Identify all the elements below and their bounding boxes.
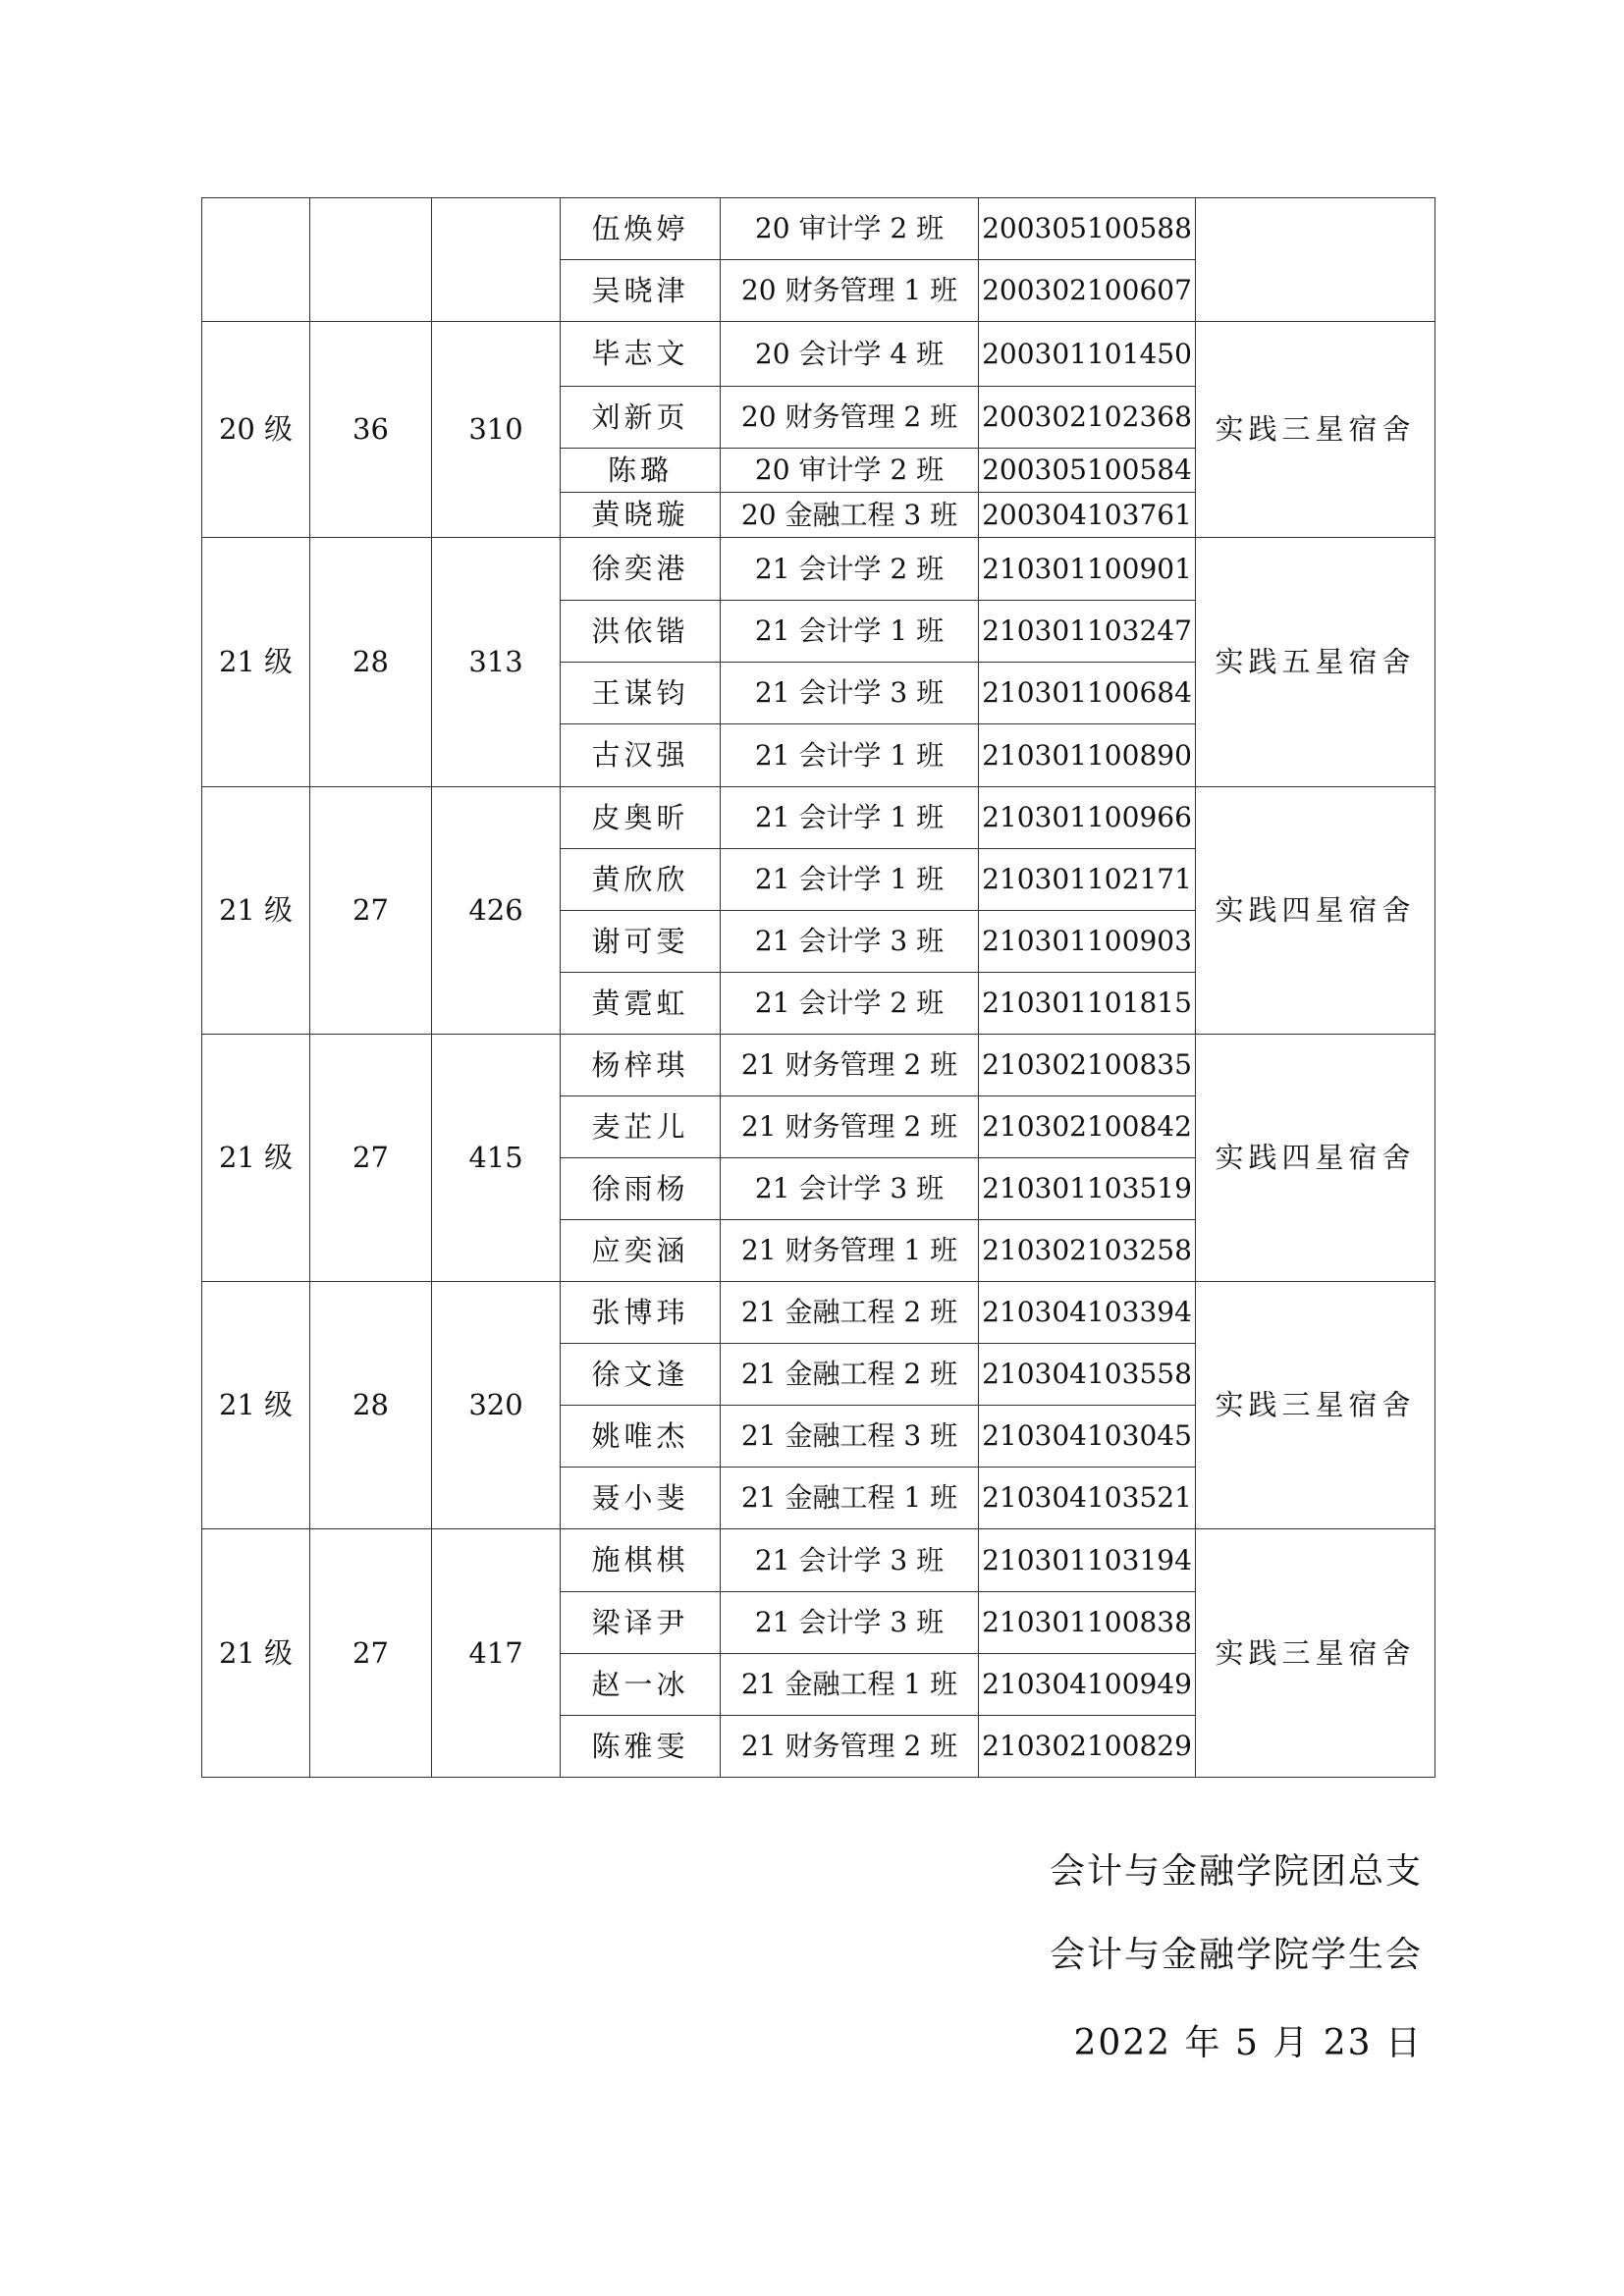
grade-cell: 20 级: [202, 322, 310, 538]
headcount-cell: 27: [310, 1529, 432, 1778]
table-row: [202, 787, 1435, 849]
class-cell: 21 会计学 1 班: [721, 724, 979, 787]
student-id-cell: 210301103519: [979, 1158, 1196, 1220]
student-id-cell: 200302100607: [979, 260, 1196, 322]
student-name-cell: 麦芷儿: [561, 1096, 721, 1158]
table-row: [202, 538, 1435, 601]
student-name-cell: 徐文逢: [561, 1344, 721, 1406]
room-number-cell: [432, 198, 561, 322]
student-name-cell: 刘新页: [561, 387, 721, 449]
class-cell: 20 审计学 2 班: [721, 449, 979, 493]
award-title-cell: 实践四星宿舍: [1196, 1035, 1435, 1282]
student-id-cell: 210301100684: [979, 663, 1196, 724]
student-name-cell: 皮奥昕: [561, 787, 721, 849]
signature-line-1: 会计与金融学院团总支: [1049, 1851, 1423, 1892]
table-row: [202, 1529, 1435, 1592]
class-cell: 20 金融工程 3 班: [721, 493, 979, 538]
table-row: [202, 322, 1435, 387]
student-name-cell: 姚唯杰: [561, 1406, 721, 1468]
grade-cell: 21 级: [202, 1282, 310, 1529]
signature-date: 2022 年 5 月 23 日: [1073, 2023, 1423, 2063]
student-id-cell: 210301100838: [979, 1592, 1196, 1654]
student-id-cell: 210301103194: [979, 1529, 1196, 1592]
grade-cell: 21 级: [202, 787, 310, 1035]
room-number-cell: 310: [432, 322, 561, 538]
student-name-cell: 谢可雯: [561, 911, 721, 973]
student-id-cell: 200305100584: [979, 449, 1196, 493]
award-title-cell: 实践三星宿舍: [1196, 322, 1435, 538]
award-title-cell: 实践四星宿舍: [1196, 787, 1435, 1035]
award-title-cell: 实践三星宿舍: [1196, 1282, 1435, 1529]
student-id-cell: 210302100829: [979, 1716, 1196, 1778]
student-name-cell: 黄霓虹: [561, 973, 721, 1035]
student-id-cell: 210301100890: [979, 724, 1196, 787]
headcount-cell: [310, 198, 432, 322]
student-name-cell: 施棋棋: [561, 1529, 721, 1592]
class-cell: 21 财务管理 2 班: [721, 1716, 979, 1778]
student-name-cell: 古汉强: [561, 724, 721, 787]
student-id-cell: 210301102171: [979, 849, 1196, 911]
class-cell: 21 会计学 3 班: [721, 663, 979, 724]
student-id-cell: 210301103247: [979, 601, 1196, 663]
class-cell: 21 会计学 3 班: [721, 1592, 979, 1654]
student-id-cell: 210302103258: [979, 1220, 1196, 1282]
student-name-cell: 聂小斐: [561, 1468, 721, 1529]
student-name-cell: 杨梓琪: [561, 1035, 721, 1096]
class-cell: 20 会计学 4 班: [721, 322, 979, 387]
class-cell: 21 会计学 3 班: [721, 911, 979, 973]
class-cell: 21 会计学 2 班: [721, 538, 979, 601]
class-cell: 21 会计学 2 班: [721, 973, 979, 1035]
signature-line-2: 会计与金融学院学生会: [1049, 1935, 1423, 1975]
student-name-cell: 黄欣欣: [561, 849, 721, 911]
class-cell: 20 财务管理 2 班: [721, 387, 979, 449]
grade-cell: 21 级: [202, 538, 310, 787]
student-name-cell: 陈璐: [561, 449, 721, 493]
class-cell: 21 会计学 1 班: [721, 849, 979, 911]
student-id-cell: 200305100588: [979, 198, 1196, 260]
student-id-cell: 210304103558: [979, 1344, 1196, 1406]
student-name-cell: 张博玮: [561, 1282, 721, 1344]
dormitory-award-table: [201, 197, 1435, 1778]
student-id-cell: 210301100966: [979, 787, 1196, 849]
class-cell: 21 会计学 1 班: [721, 601, 979, 663]
room-number-cell: 320: [432, 1282, 561, 1529]
student-id-cell: 210304103045: [979, 1406, 1196, 1468]
student-id-cell: 210301101815: [979, 973, 1196, 1035]
student-name-cell: 吴晓津: [561, 260, 721, 322]
class-cell: 20 审计学 2 班: [721, 198, 979, 260]
table-row: [202, 1035, 1435, 1096]
student-id-cell: 200302102368: [979, 387, 1196, 449]
class-cell: 21 金融工程 1 班: [721, 1654, 979, 1716]
class-cell: 21 会计学 3 班: [721, 1158, 979, 1220]
student-name-cell: 应奕涵: [561, 1220, 721, 1282]
class-cell: 21 金融工程 2 班: [721, 1282, 979, 1344]
room-number-cell: 313: [432, 538, 561, 787]
student-id-cell: 210302100842: [979, 1096, 1196, 1158]
grade-cell: 21 级: [202, 1529, 310, 1778]
award-title-cell: [1196, 198, 1435, 322]
table-row: [202, 1282, 1435, 1344]
class-cell: 20 财务管理 1 班: [721, 260, 979, 322]
grade-cell: 21 级: [202, 1035, 310, 1282]
student-id-cell: 210301100901: [979, 538, 1196, 601]
headcount-cell: 28: [310, 538, 432, 787]
student-name-cell: 洪依锴: [561, 601, 721, 663]
student-name-cell: 梁译尹: [561, 1592, 721, 1654]
room-number-cell: 417: [432, 1529, 561, 1778]
student-name-cell: 徐奕港: [561, 538, 721, 601]
grade-cell: [202, 198, 310, 322]
student-name-cell: 徐雨杨: [561, 1158, 721, 1220]
class-cell: 21 财务管理 2 班: [721, 1035, 979, 1096]
table-row: [202, 198, 1435, 260]
student-id-cell: 210302100835: [979, 1035, 1196, 1096]
student-id-cell: 200304103761: [979, 493, 1196, 538]
class-cell: 21 财务管理 1 班: [721, 1220, 979, 1282]
headcount-cell: 27: [310, 787, 432, 1035]
headcount-cell: 28: [310, 1282, 432, 1529]
student-id-cell: 200301101450: [979, 322, 1196, 387]
award-title-cell: 实践五星宿舍: [1196, 538, 1435, 787]
class-cell: 21 会计学 1 班: [721, 787, 979, 849]
class-cell: 21 会计学 3 班: [721, 1529, 979, 1592]
room-number-cell: 415: [432, 1035, 561, 1282]
student-name-cell: 陈雅雯: [561, 1716, 721, 1778]
student-name-cell: 王谋钧: [561, 663, 721, 724]
class-cell: 21 财务管理 2 班: [721, 1096, 979, 1158]
class-cell: 21 金融工程 2 班: [721, 1344, 979, 1406]
student-name-cell: 赵一冰: [561, 1654, 721, 1716]
headcount-cell: 36: [310, 322, 432, 538]
award-title-cell: 实践三星宿舍: [1196, 1529, 1435, 1778]
class-cell: 21 金融工程 1 班: [721, 1468, 979, 1529]
room-number-cell: 426: [432, 787, 561, 1035]
class-cell: 21 金融工程 3 班: [721, 1406, 979, 1468]
student-name-cell: 黄晓璇: [561, 493, 721, 538]
student-id-cell: 210304100949: [979, 1654, 1196, 1716]
student-name-cell: 伍焕婷: [561, 198, 721, 260]
student-id-cell: 210301100903: [979, 911, 1196, 973]
student-id-cell: 210304103521: [979, 1468, 1196, 1529]
student-name-cell: 毕志文: [561, 322, 721, 387]
headcount-cell: 27: [310, 1035, 432, 1282]
student-id-cell: 210304103394: [979, 1282, 1196, 1344]
